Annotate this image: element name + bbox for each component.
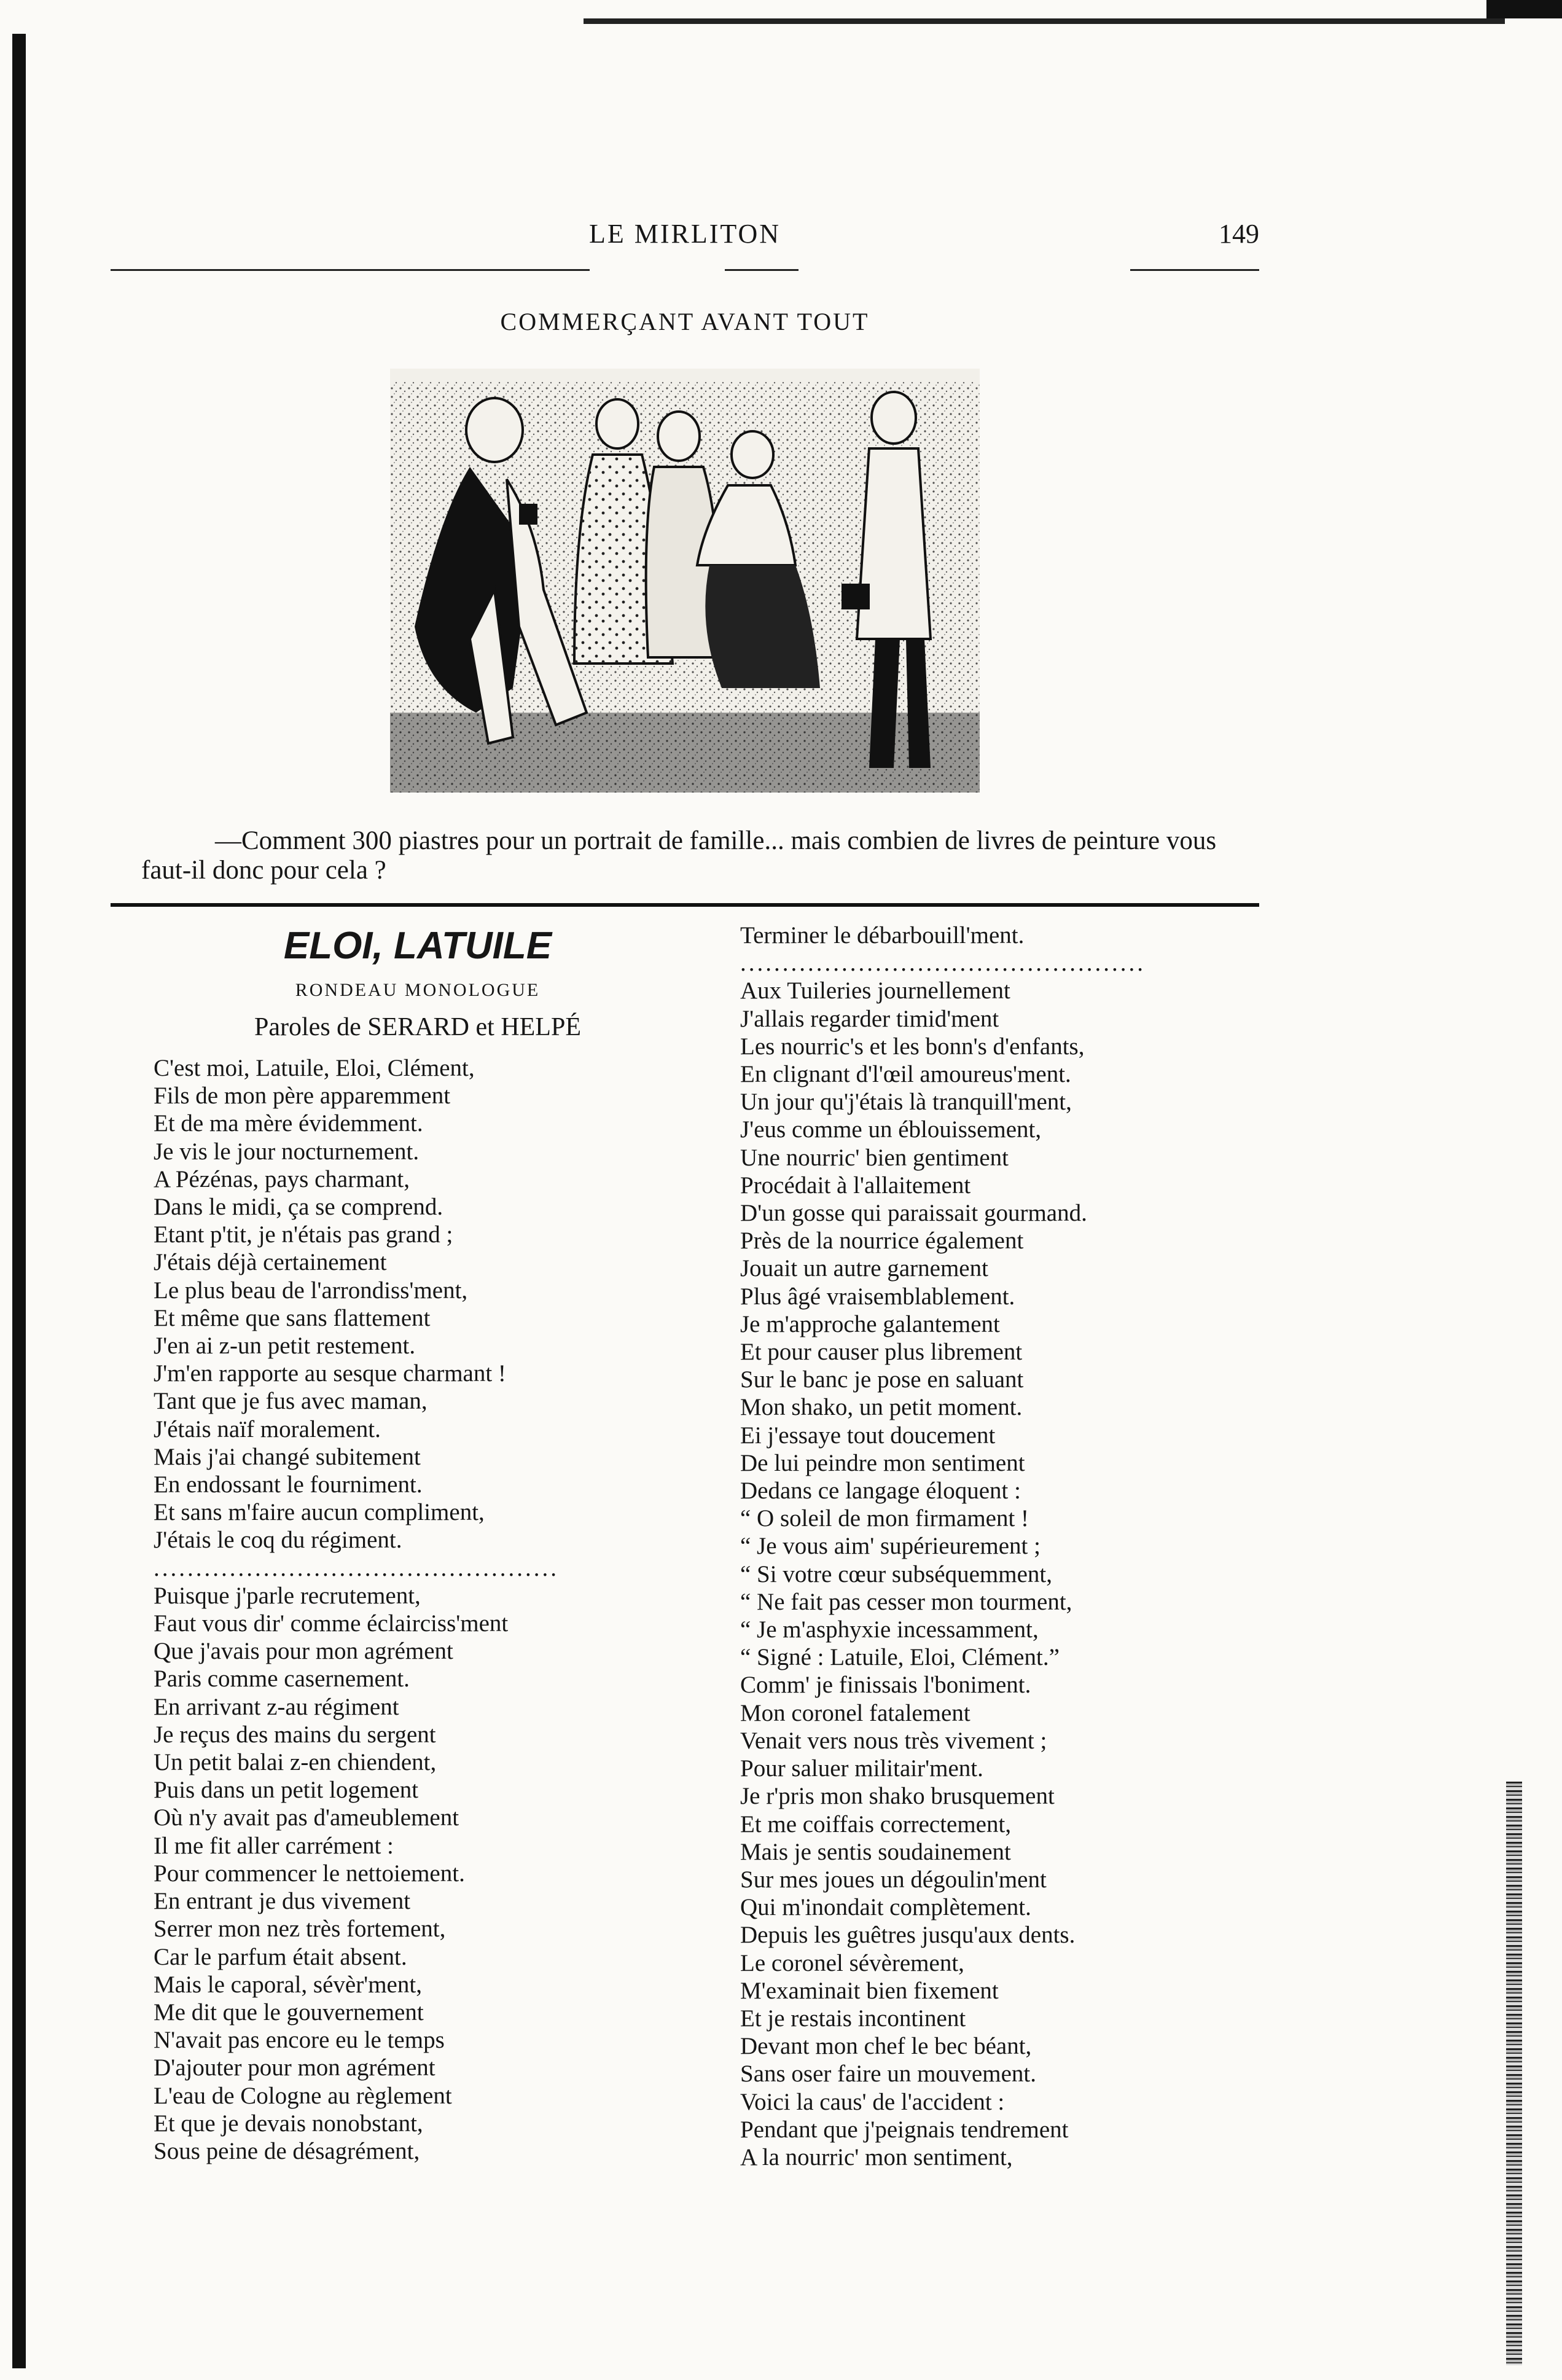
column-right bbox=[740, 922, 1268, 2171]
verse-line: Devant mon chef le bec béant, bbox=[740, 2033, 1032, 2060]
verse-line: D'ajouter pour mon agrément bbox=[154, 2054, 435, 2081]
verse-line: Car le parfum était absent. bbox=[154, 1943, 407, 1970]
verse-line: D'un gosse qui paraissait gourmand. bbox=[740, 1200, 1087, 1227]
verse-line: Sur mes joues un dégoulin'ment bbox=[740, 1866, 1047, 1893]
verse-line: Je m'approche galantement bbox=[740, 1310, 1000, 1337]
verse-line: Près de la nourrice également bbox=[740, 1227, 1024, 1255]
cartoon-caption bbox=[141, 826, 1253, 885]
verse-line: Je reçus des mains du sergent bbox=[154, 1721, 436, 1748]
page-number: 149 bbox=[1219, 219, 1259, 249]
cartoon-title: COMMERÇANT AVANT TOUT bbox=[500, 308, 870, 335]
verse-line: Terminer le débarbouill'ment. bbox=[740, 922, 1025, 949]
verse-line: J'étais déjà certainement bbox=[154, 1249, 387, 1276]
journal-title: LE MIRLITON bbox=[588, 219, 781, 249]
verse-line: Dans le midi, ça se comprend. bbox=[154, 1194, 443, 1221]
verse-line: “ Je vous aim' supérieurement ; bbox=[740, 1533, 1041, 1560]
verse-line: Paris comme casernement. bbox=[154, 1666, 410, 1693]
verse-line: Je vis le jour nocturnement. bbox=[154, 1138, 420, 1165]
verse-line: Voici la caus' de l'accident : bbox=[740, 2088, 1005, 2115]
verse-line: “ Signé : Latuile, Eloi, Clément.” bbox=[740, 1644, 1060, 1671]
verse-line: De lui peindre mon sentiment bbox=[740, 1449, 1025, 1476]
verse-line: “ Je m'asphyxie incessamment, bbox=[740, 1616, 1039, 1643]
verse-line: En arrivant z-au régiment bbox=[154, 1693, 399, 1720]
verse-line: J'm'en rapporte au sesque charmant ! bbox=[154, 1360, 506, 1387]
verse-line: J'en ai z-un petit restement. bbox=[154, 1333, 416, 1360]
verse-line: Puis dans un petit logement bbox=[154, 1777, 419, 1804]
ellipsis-separator: ................................................ bbox=[740, 950, 1146, 977]
verse-line: Faut vous dir' comme éclairciss'ment bbox=[154, 1610, 509, 1637]
verse-line: M'examinait bien fixement bbox=[740, 1977, 999, 2004]
verse-line: A Pézénas, pays charmant, bbox=[154, 1165, 410, 1192]
verse-line: Et sans m'faire aucun compliment, bbox=[154, 1499, 485, 1526]
binding-shadow-left bbox=[12, 34, 26, 2368]
verse-line: Venait vers nous très vivement ; bbox=[740, 1727, 1047, 1754]
cartoon-illustration bbox=[390, 369, 980, 793]
verse-line: J'allais regarder timid'ment bbox=[740, 1005, 999, 1032]
verse-line: Et que je devais nonobstant, bbox=[154, 2110, 423, 2137]
verse-line: Serrer mon nez très fortement, bbox=[154, 1916, 446, 1943]
verse-right bbox=[740, 922, 1268, 2171]
verse-line: En clignant d'l'œil amoureus'ment. bbox=[740, 1061, 1071, 1088]
verse-line: Et de ma mère évidemment. bbox=[154, 1110, 423, 1137]
verse-line: Mon coronel fatalement bbox=[740, 1699, 970, 1726]
verse-line: Le plus beau de l'arrondiss'ment, bbox=[154, 1277, 468, 1304]
verse-line: “ O soleil de mon firmament ! bbox=[740, 1505, 1029, 1532]
verse-line: Fils de mon père apparemment bbox=[154, 1082, 451, 1110]
verse-left bbox=[154, 1054, 682, 2165]
verse-line: Un petit balai z-en chiendent, bbox=[154, 1749, 437, 1776]
verse-line: C'est moi, Latuile, Eloi, Clément, bbox=[154, 1055, 475, 1081]
verse-line: J'étais le coq du régiment. bbox=[154, 1527, 402, 1554]
verse-line: Dedans ce langage éloquent : bbox=[740, 1478, 1021, 1505]
verse-line: Mon shako, un petit moment. bbox=[740, 1394, 1023, 1421]
verse-line: Sur le banc je pose en saluant bbox=[740, 1366, 1024, 1393]
verse-line: En endossant le fourniment. bbox=[154, 1471, 423, 1498]
verse-line: Et pour causer plus librement bbox=[740, 1339, 1023, 1366]
verse-line: Pendant que j'peignais tendrement bbox=[740, 2116, 1069, 2143]
verse-line: Sans oser faire un mouvement. bbox=[740, 2061, 1036, 2088]
header-rule-mid bbox=[725, 269, 799, 271]
song-credit: Paroles de SERARD et HELPÉ bbox=[254, 1013, 581, 1041]
verse-line: L'eau de Cologne au règlement bbox=[154, 2082, 452, 2109]
verse-line: Etant p'tit, je n'étais pas grand ; bbox=[154, 1221, 453, 1248]
song-title: ELOI, LATUILE bbox=[283, 925, 552, 967]
verse-line: Sous peine de désagrément, bbox=[154, 2137, 420, 2164]
verse-line: Et me coiffais correctement, bbox=[740, 1810, 1012, 1838]
verse-line: N'avait pas encore eu le temps bbox=[154, 2027, 445, 2054]
verse-line: Puisque j'parle recrutement, bbox=[154, 1582, 421, 1609]
journal-page bbox=[111, 0, 1259, 2380]
verse-line: Tant que je fus avec maman, bbox=[154, 1388, 428, 1415]
scan-corner-mark bbox=[1486, 0, 1562, 18]
verse-line: Une nourric' bien gentiment bbox=[740, 1144, 1009, 1171]
verse-line: Procédait à l'allaitement bbox=[740, 1172, 971, 1199]
verse-line: Où n'y avait pas d'ameublement bbox=[154, 1804, 459, 1831]
caption-text: —Comment 300 piastres pour un portrait de famille... mais combien de livres de peinture vous faut-il donc pour cela ? bbox=[141, 826, 1217, 885]
ellipsis-separator: ................................................ bbox=[154, 1554, 559, 1581]
verse-line: Que j'avais pour mon agrément bbox=[154, 1638, 453, 1665]
section-divider bbox=[111, 903, 1259, 907]
verse-line: Mais le caporal, sévèr'ment, bbox=[154, 1971, 422, 1998]
verse-line: Comm' je finissais l'boniment. bbox=[740, 1672, 1031, 1699]
verse-line: J'étais naïf moralement. bbox=[154, 1415, 381, 1442]
verse-line: Le coronel sévèrement, bbox=[740, 1949, 964, 1976]
song-subtitle: RONDEAU MONOLOGUE bbox=[295, 980, 541, 1000]
verse-line: Je r'pris mon shako brusquement bbox=[740, 1783, 1055, 1810]
verse-line: Me dit que le gouvernement bbox=[154, 1998, 424, 2026]
verse-line: Pour saluer militair'ment. bbox=[740, 1755, 983, 1782]
verse-line: J'eus comme un éblouissement, bbox=[740, 1116, 1042, 1143]
verse-line: Mais je sentis soudainement bbox=[740, 1838, 1011, 1865]
verse-line: Un jour qu'j'étais là tranquill'ment, bbox=[740, 1089, 1072, 1116]
verse-line: Plus âgé vraisemblablement. bbox=[740, 1283, 1015, 1310]
verse-line: “ Si votre cœur subséquemment, bbox=[740, 1560, 1052, 1587]
verse-line: En entrant je dus vivement bbox=[154, 1888, 411, 1915]
verse-line: Depuis les guêtres jusqu'aux dents. bbox=[740, 1922, 1076, 1949]
verse-line: Et je restais incontinent bbox=[740, 2005, 966, 2032]
header-rule-left bbox=[111, 269, 590, 271]
scan-edge-artifact bbox=[1506, 1782, 1522, 2365]
verse-line: Les nourric's et les bonn's d'enfants, bbox=[740, 1033, 1085, 1060]
verse-line: Aux Tuileries journellement bbox=[740, 977, 1010, 1004]
verse-line: Jouait un autre garnement bbox=[740, 1255, 988, 1282]
running-header bbox=[111, 218, 1259, 255]
verse-line: Et même que sans flattement bbox=[154, 1304, 431, 1331]
verse-line: Ei j'essaye tout doucement bbox=[740, 1422, 996, 1449]
verse-line: Il me fit aller carrément : bbox=[154, 1832, 394, 1859]
header-rule-right bbox=[1130, 269, 1259, 271]
verse-line: Mais j'ai changé subitement bbox=[154, 1443, 421, 1470]
verse-line: A la nourric' mon sentiment, bbox=[740, 2143, 1013, 2171]
verse-line: “ Ne fait pas cesser mon tourment, bbox=[740, 1588, 1072, 1615]
verse-line: Qui m'inondait complètement. bbox=[740, 1894, 1031, 1921]
column-left bbox=[154, 922, 682, 2165]
verse-line: Pour commencer le nettoiement. bbox=[154, 1860, 465, 1887]
